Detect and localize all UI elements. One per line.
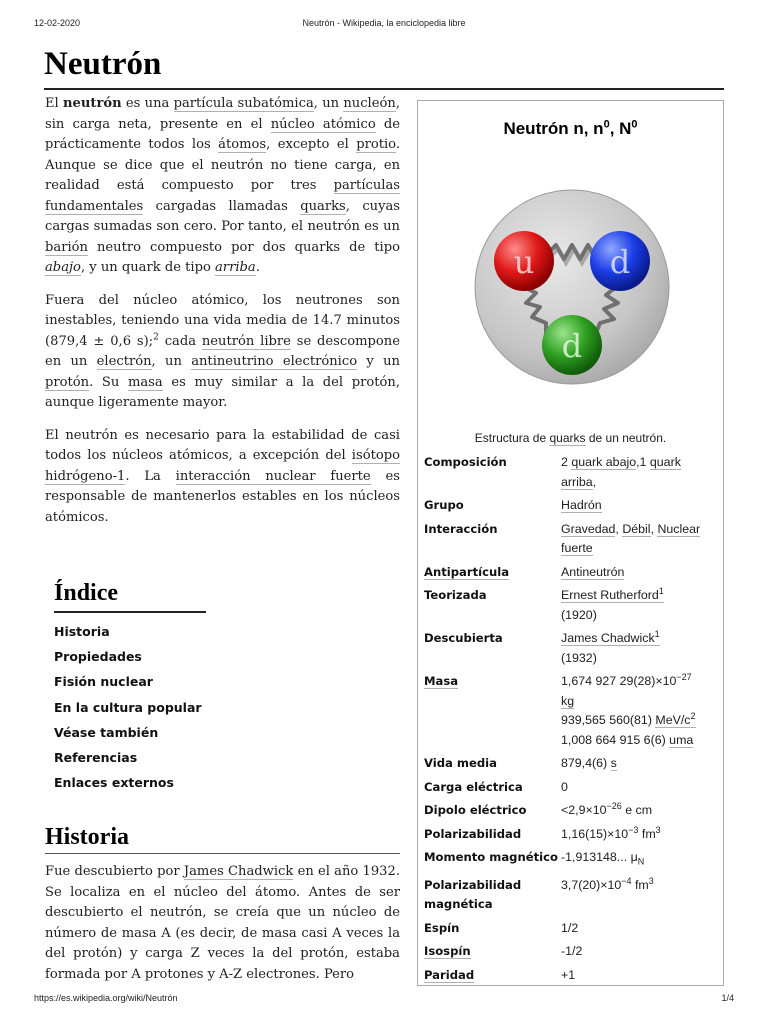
print-title: Neutrón - Wikipedia, la enciclopedia libre: [302, 18, 466, 28]
row-grupo: Grupo Hadrón: [424, 498, 602, 512]
link-abajo[interactable]: abajo: [45, 260, 81, 275]
link-interaccion-nuclear-fuerte[interactable]: interacción nuclear fuerte: [175, 468, 371, 484]
toc-item-referencias[interactable]: Referencias: [54, 749, 138, 765]
row-descubierta: Descubierta James Chadwick$^1$ (1932): [424, 628, 660, 665]
link-electron[interactable]: electrón: [96, 354, 152, 369]
table-of-contents: [54, 578, 206, 795]
toc-item-cultura-popular[interactable]: En la cultura popular: [54, 699, 202, 715]
link-antineutron[interactable]: Antineutrón: [561, 564, 625, 579]
article-intro: [45, 94, 400, 540]
print-url: https://es.wikipedia.org/wiki/Neutrón: [34, 993, 178, 1003]
quark-label-d2: d: [561, 327, 583, 365]
link-kg[interactable]: kg: [561, 693, 575, 708]
link-proton[interactable]: protón: [45, 374, 90, 390]
toc-item-fision-nuclear[interactable]: Fisión nuclear: [54, 674, 153, 690]
print-page-number: 1/4: [721, 993, 734, 1003]
link-atomos[interactable]: átomos: [218, 137, 267, 152]
toc-item-propiedades[interactable]: Propiedades: [54, 649, 142, 665]
link-james-chadwick-infobox[interactable]: James Chadwick$^1$: [561, 628, 660, 645]
quark-label-d1: d: [609, 243, 631, 281]
row-polarizabilidad-magnetica: Polarizabilidad magnética $3,7(20)\times 10^{-4}$ $fm^3$: [424, 875, 654, 912]
link-paridad-label[interactable]: Paridad: [424, 967, 475, 982]
link-neutron-libre[interactable]: neutrón libre: [201, 333, 291, 349]
print-date: 12-02-2020: [34, 18, 81, 28]
link-debil[interactable]: Débil: [622, 521, 651, 536]
intro-paragraph-3: El neutrón es necesario para la estabilidad de casi todos los núcleos atómicos, a excepción del isótopo hidrógeno-1. La interacción nuclear fuerte es responsable de mantenerlos estables en los núcleos atómicos.: [45, 427, 400, 525]
intro-paragraph-2: Fuera del núcleo atómico, los neutrones son inestables, teniendo una vida media de 14.7 minutos (879,4 ± 0,6 s);$^2$ cada neutrón libre se descompone en un electrón, un antineutrino electrónico y un protón. Su masa es muy similar a la del protón, aunque ligeramente mayor.: [45, 292, 401, 410]
link-nucleo-atomico[interactable]: núcleo atómico: [270, 116, 376, 132]
quark-structure-image[interactable]: [474, 189, 670, 385]
link-segundo[interactable]: s: [610, 756, 617, 770]
link-masa-label[interactable]: Masa: [424, 674, 459, 688]
link-quarks[interactable]: quarks: [300, 198, 346, 214]
row-interaccion: Interacción Gravedad, Débil, Nuclear fuerte: [424, 521, 701, 555]
link-gravedad[interactable]: Gravedad: [561, 521, 616, 536]
link-antiparticula-label[interactable]: Antipartícula: [424, 564, 510, 579]
row-teorizada: Teorizada Ernest Rutherford$^1$ (1920): [424, 585, 664, 622]
link-nuclear-fuerte[interactable]: Nuclear fuerte: [561, 521, 701, 555]
row-dipolo: Dipolo eléctrico $<2,9\times 10^{-26}$ e cm: [424, 800, 653, 817]
print-footer: [0, 993, 768, 1007]
link-masa[interactable]: masa: [127, 374, 163, 390]
infobox-title: Neutrón n, $n^0$, $N^0$: [503, 118, 638, 138]
link-james-chadwick[interactable]: James Chadwick: [183, 864, 294, 879]
reference-2[interactable]: 2: [153, 332, 159, 343]
link-barion[interactable]: barión: [45, 239, 88, 255]
link-protio[interactable]: protio: [356, 137, 396, 152]
link-mev[interactable]: MeV/$c^2$: [655, 710, 696, 727]
row-vida-media: Vida media 879,4(6) s: [424, 756, 617, 770]
link-quark-arriba[interactable]: quark arriba: [561, 455, 681, 489]
link-uma[interactable]: uma: [669, 732, 694, 747]
row-isospin: Isospín -1/2: [424, 944, 583, 959]
print-header: [0, 18, 768, 32]
link-antineutrino-electronico[interactable]: antineutrino electrónico: [191, 354, 358, 369]
link-quarks-caption[interactable]: quarks: [549, 431, 586, 445]
link-quark-abajo[interactable]: quark abajo: [571, 455, 637, 469]
historia-paragraph: Fue descubierto por James Chadwick en el año 1932. Se localiza en el núcleo del átomo. Antes de ser descubierto el neutrón, se creía que un núcleo de número de masa A (es decir, de masa casi A veces la del protón) y carga Z veces la del protón, estaba formada por A protones y A-Z electrones. Pero: [45, 864, 400, 982]
row-paridad: Paridad +1: [424, 967, 576, 982]
intro-paragraph-1: El neutrón es una partícula subatómica, un nucleón, sin carga neta, presente en el núcleo atómico de prácticamente todos los átomos, excepto el protio. Aunque se dice que el neutrón no tiene carga, en realidad está compuesto por tres partículas fundamentales cargadas llamadas quarks, cuyas cargas sumadas son cero. Por tanto, el neutrón es un barión neutro compuesto por dos quarks de tipo abajo, y un quark de tipo arriba.: [45, 96, 401, 275]
infobox-rows: [424, 453, 719, 986]
section-heading-historia: Historia: [45, 822, 400, 854]
link-particula-subatomica[interactable]: partícula subatómica: [173, 96, 314, 111]
page-title: Neutrón: [44, 46, 162, 82]
toc-title: Índice: [54, 578, 206, 613]
row-composicion: Composición 2 quark abajo,1 quark arriba,: [424, 455, 681, 489]
infobox: [417, 100, 724, 986]
toc-item-vease-tambien[interactable]: Véase también: [54, 724, 159, 740]
row-masa: Masa 1,674 927 $29(28)\times 10^{-27}$ kg 939,565 560(81) MeV/$c^2$ 1,008 664 915 6(6) uma: [424, 671, 696, 747]
link-isospin-label[interactable]: Isospín: [424, 944, 471, 959]
link-isotopo-hidrogeno-1[interactable]: isótopo hidrógeno-1: [45, 448, 400, 484]
row-carga: Carga eléctrica 0: [424, 779, 568, 794]
title-divider: [44, 88, 724, 90]
link-arriba[interactable]: arriba: [215, 260, 256, 275]
row-antiparticula: [424, 563, 719, 583]
link-nucleon[interactable]: nucleón: [343, 96, 396, 111]
infobox-caption: Estructura de quarks de un neutrón.: [474, 431, 667, 445]
toc-item-historia[interactable]: Historia: [54, 624, 110, 639]
row-momento-magnetico: Momento magnético -1,913148... $\mu_N$: [424, 850, 645, 867]
link-ernest-rutherford[interactable]: Ernest Rutherford$^1$: [561, 585, 664, 602]
row-espin: Espín 1/2: [424, 920, 579, 935]
toc-item-enlaces-externos[interactable]: Enlaces externos: [54, 775, 174, 791]
row-polarizabilidad: Polarizabilidad $1,16(15)\times 10^{-3}$ $fm^3$: [424, 824, 661, 841]
link-particulas-fundamentales[interactable]: partículas fundamentales: [45, 178, 400, 214]
quark-label-u: u: [513, 243, 535, 281]
link-hadron[interactable]: Hadrón: [561, 498, 602, 512]
